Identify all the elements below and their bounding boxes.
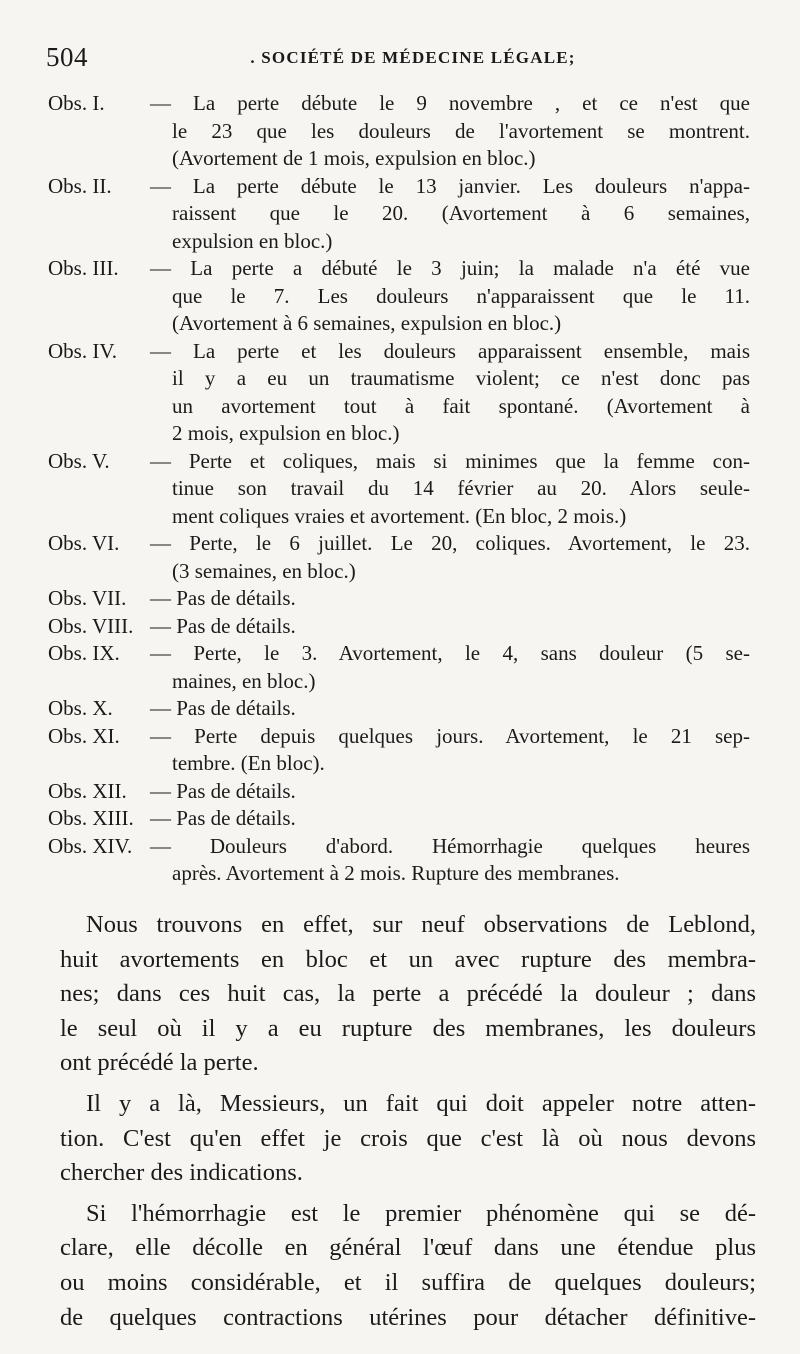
paragraph-line: ont précédé la perte. xyxy=(60,1049,259,1077)
observation-line: le 23 que les douleurs de l'avortement se montrent. xyxy=(172,118,750,143)
observation-line: expulsion en bloc.) xyxy=(172,228,333,253)
observation-line: (Avortement à 6 semaines, expulsion en bloc.) xyxy=(172,311,562,335)
observation-line: un avortement tout à fait spontané. (Avortement à xyxy=(172,393,750,418)
observation-text xyxy=(150,448,750,531)
observation-entry xyxy=(48,338,750,448)
paragraph xyxy=(60,1087,756,1191)
observation-text xyxy=(150,640,750,695)
observation-line: il y a eu un traumatisme violent; ce n'est donc pas xyxy=(172,366,750,390)
observation-line: — Pas de détails. xyxy=(150,696,296,720)
paragraph xyxy=(60,908,756,1081)
observation-line: ment coliques vraies et avortement. (En bloc, 2 mois.) xyxy=(172,503,627,528)
observation-text xyxy=(150,255,750,338)
observation-entry xyxy=(48,805,750,833)
observation-line: tembre. (En bloc). xyxy=(172,751,325,775)
observation-line: 2 mois, expulsion en bloc.) xyxy=(172,421,400,445)
observation-entry xyxy=(48,695,750,723)
observation-line: (Avortement de 1 mois, expulsion en bloc.) xyxy=(172,146,536,170)
observation-label: Obs. IV. xyxy=(48,338,118,363)
observation-text xyxy=(150,90,750,173)
observation-label: Obs. XI. xyxy=(48,723,120,748)
observation-line: raissent que le 20. (Avortement à 6 semaines, xyxy=(172,201,750,225)
observation-text xyxy=(150,338,750,448)
paragraph-line: nes; dans ces huit cas, la perte a précédé la douleur ; dans xyxy=(60,980,756,1008)
observation-text xyxy=(150,833,750,888)
page-header xyxy=(46,42,760,74)
observation-entry xyxy=(48,640,750,695)
observation-line: — Douleurs d'abord. Hémorrhagie quelques heures xyxy=(150,833,750,858)
observation-label: Obs. VII. xyxy=(48,586,127,610)
observation-text xyxy=(150,530,750,585)
observation-entry xyxy=(48,173,750,256)
paragraph xyxy=(60,1197,756,1335)
observation-line: — Pas de détails. xyxy=(150,778,296,803)
observation-entry xyxy=(48,613,750,641)
observation-line: — Pas de détails. xyxy=(150,806,296,830)
paragraph-line: huit avortements en bloc et un avec rupture des membra- xyxy=(60,945,756,973)
observation-line: — Pas de détails. xyxy=(150,613,296,638)
paragraph-line: le seul où il y a eu rupture des membranes, les douleurs xyxy=(60,1014,756,1042)
observation-entry xyxy=(48,255,750,338)
paragraph-line: tion. C'est qu'en effet je crois que c'est là où nous devons xyxy=(60,1124,756,1152)
observation-label: Obs. II. xyxy=(48,173,112,198)
observation-line: — La perte et les douleurs apparaissent ensemble, mais xyxy=(150,338,750,363)
observation-entry xyxy=(48,90,750,173)
observation-text xyxy=(150,723,750,778)
running-title: . SOCIÉTÉ DE MÉDECINE LÉGALE; xyxy=(250,48,576,67)
observation-label: Obs. VIII. xyxy=(48,613,134,638)
observation-text xyxy=(150,695,750,723)
observation-line: — Perte et coliques, mais si minimes que la femme con- xyxy=(150,448,750,473)
observation-text xyxy=(150,173,750,256)
observation-label: Obs. XIV. xyxy=(48,833,133,858)
observation-label: Obs. I. xyxy=(48,91,105,115)
paragraph-line: ou moins considérable, et il suffira de quelques douleurs; xyxy=(60,1268,756,1296)
observation-line: (3 semaines, en bloc.) xyxy=(172,558,356,583)
observation-label: Obs. VI. xyxy=(48,531,120,555)
observation-entry xyxy=(48,585,750,613)
observation-entry xyxy=(48,778,750,806)
observation-entry xyxy=(48,530,750,585)
paragraph-line: Si l'hémorrhagie est le premier phénomène qui se dé- xyxy=(86,1199,756,1227)
paragraph-line: Il y a là, Messieurs, un fait qui doit appeler notre atten- xyxy=(86,1089,756,1117)
observation-text xyxy=(150,805,750,833)
paragraph-line: chercher des indications. xyxy=(60,1159,303,1187)
observation-line: — Perte, le 6 juillet. Le 20, coliques. Avortement, le 23. xyxy=(150,531,750,555)
observation-label: Obs. XIII. xyxy=(48,806,134,830)
observations-list xyxy=(48,90,750,888)
observation-line: — Perte, le 3. Avortement, le 4, sans douleur (5 se- xyxy=(150,641,750,665)
observation-line: — Pas de détails. xyxy=(150,586,296,610)
observation-entry xyxy=(48,448,750,531)
observation-text xyxy=(150,613,750,641)
page-number: 504 xyxy=(46,42,88,72)
body-text xyxy=(60,908,756,1341)
observation-label: Obs. X. xyxy=(48,696,113,720)
observation-line: — La perte débute le 9 novembre , et ce n'est que xyxy=(150,91,750,115)
observation-text xyxy=(150,778,750,806)
observation-label: Obs. XII. xyxy=(48,778,127,803)
observation-line: après. Avortement à 2 mois. Rupture des membranes. xyxy=(172,861,620,885)
observation-text xyxy=(150,585,750,613)
observation-line: tinue son travail du 14 février au 20. Alors seule- xyxy=(172,476,750,500)
observation-line: — La perte débute le 13 janvier. Les douleurs n'appa- xyxy=(150,173,750,198)
observation-entry xyxy=(48,833,750,888)
observation-label: Obs. V. xyxy=(48,448,110,473)
observation-line: — La perte a débuté le 3 juin; la malade n'a été vue xyxy=(150,256,750,280)
observation-label: Obs. III. xyxy=(48,256,119,280)
observation-line: que le 7. Les douleurs n'apparaissent que le 11. xyxy=(172,283,750,308)
observation-line: — Perte depuis quelques jours. Avortement, le 21 sep- xyxy=(150,723,750,748)
observation-line: maines, en bloc.) xyxy=(172,668,316,693)
paragraph-line: Nous trouvons en effet, sur neuf observations de Leblond, xyxy=(86,911,756,938)
observation-entry xyxy=(48,723,750,778)
paragraph-line: de quelques contractions utérines pour détacher définitive- xyxy=(60,1303,756,1331)
paragraph-line: clare, elle décolle en général l'œuf dans une étendue plus xyxy=(60,1234,756,1262)
observation-label: Obs. IX. xyxy=(48,641,120,665)
